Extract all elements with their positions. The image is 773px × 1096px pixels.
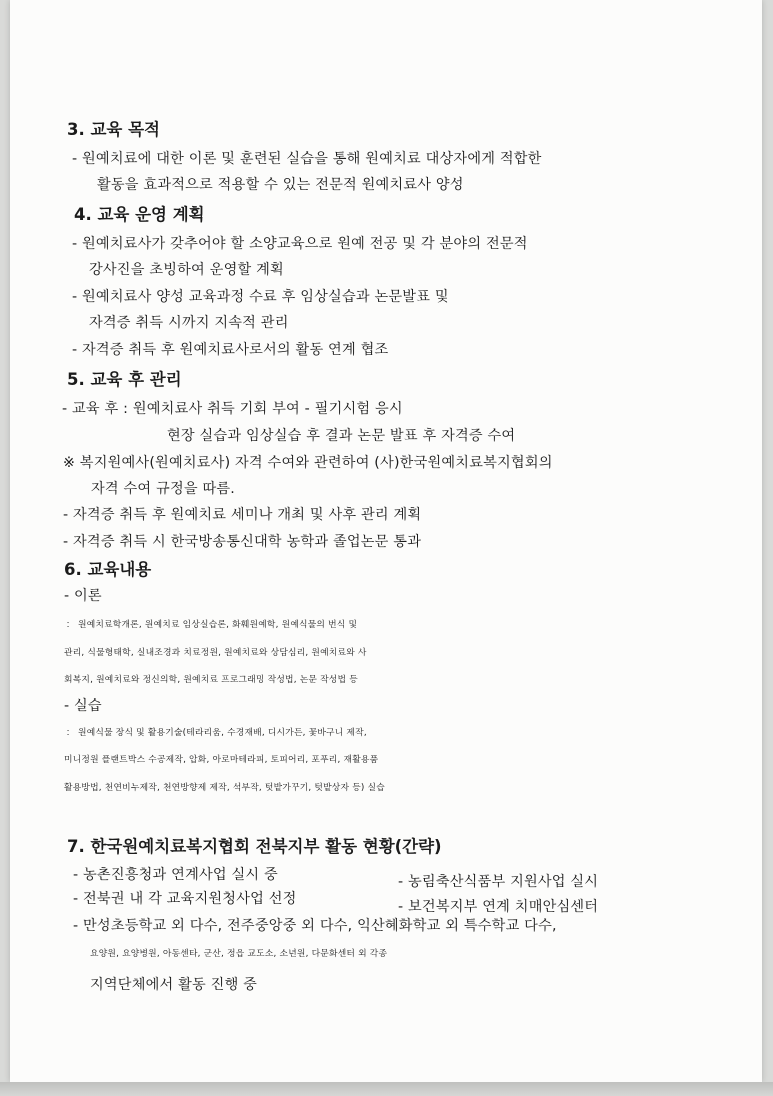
section-4-heading: 4. 교육 운영 계획 [74, 205, 205, 224]
section-4-line: - 원예치료사가 갖추어야 할 소양교육으로 원예 전공 및 각 분야의 전문적 [72, 236, 528, 252]
section-7-heading: 7. 한국원예치료복지협회 전북지부 활동 현황(간략) [67, 837, 442, 856]
section-5-line: - 교육 후 : 원예치료사 취득 기회 부여 - 필기시험 응시 [62, 401, 403, 417]
section-4-line: - 원예치료사 양성 교육과정 수료 후 임상실습과 논문발표 및 [72, 289, 449, 305]
page-bottom-edge [0, 1082, 773, 1096]
section-7-line: - 농촌진흥청과 연계사업 실시 중 [73, 867, 278, 883]
section-5-line: 현장 실습과 임상실습 후 결과 논문 발표 후 자격증 수여 [167, 428, 516, 444]
section-4-line: 자격증 취득 시까지 지속적 관리 [89, 315, 289, 331]
section-3-line: 활동을 효과적으로 적용할 수 있는 전문적 원예치료사 양성 [97, 177, 464, 193]
section-3-line: - 원예치료에 대한 이론 및 훈련된 실습을 통해 원예치료 대상자에게 적합한 [72, 151, 542, 167]
section-6-heading: 6. 교육내용 [64, 560, 152, 579]
section-7-line: - 전북권 내 각 교육지원청사업 선정 [73, 891, 297, 907]
section-7-line: - 보건복지부 연계 치매안심센터 [398, 899, 599, 915]
section-7-line: - 농림축산식품부 지원사업 실시 [398, 874, 599, 890]
section-6-line: - 이론 [64, 588, 102, 604]
section-3-heading: 3. 교육 목적 [67, 120, 160, 139]
section-5-line: - 자격증 취득 후 원예치료 세미나 개최 및 사후 관리 계획 [63, 507, 422, 523]
section-5-heading: 5. 교육 후 관리 [67, 370, 182, 389]
section-5-line: ※ 복지원예사(원예치료사) 자격 수여와 관련하여 (사)한국원예치료복지협회의 [63, 455, 553, 471]
section-6-line: - 실습 [64, 698, 102, 714]
section-4-line: 강사진을 초빙하여 운영할 계획 [89, 262, 284, 278]
section-4-line: - 자격증 취득 후 원예치료사로서의 활동 연계 협조 [72, 342, 389, 358]
section-5-line: 자격 수여 규정을 따름. [91, 481, 235, 497]
section-7-line: - 만성초등학교 외 다수, 전주중앙중 외 다수, 익산혜화학교 외 특수학교 다수, [73, 918, 557, 934]
section-7-line: 지역단체에서 활동 진행 중 [90, 977, 258, 993]
document-page: 3. 교육 목적 - 원예치료에 대한 이론 및 훈련된 실습을 통해 원예치료 대상자에게 적합한 활동을 효과적으로 적용할 수 있는 전문적 원예치료사 양성 4. 교육 운영 계획 - 원예치료사가 갖추어야 할 소양교육으로 원예 전공 및 각 분야의 전문적 강사진을 초빙하여 운영할 계획 - 원예치료사 양성 교육과정 수료 후 임상실습과 논문발표 및 자격증 취득 시까지 지속적 관리 - 자격증 취득 후 원예치료사로서의 활동 연계 협조 5. 교육 후 관리 - 교육 후 : 원예치료사 취득 기회 부여 - 필기시험 응시 현장 실습과 임상실습 후 결과 논문 발표 후 자격증 수여 ※ 복지원예사(원예치료사) 자격 수여와 관련하여 (사)한국원예치료복지협회의 자격 수여 규정을 따름. - 자격증 취득 후 원예치료 세미나 개최 및 사후 관리 계획 - 자격증 취득 시 한국방송통신대학 농학과 졸업논문 통과 6. 교육내용 - 이론 ： 원예치료학개론, 원예치료 임상실습론, 화훼원예학, 원예식물의 번식 및 관리, 식물형태학, 실내조경과 치료정원, 원예치료와 상담심리, 원예치료와 사 회복지, 원예치료와 정신의학, 원예치료 프로그래밍 작성법, 논문 작성법 등 - 실습 ： 원예식물 장식 및 활용기술(테라리움, 수경재배, 디시가든, 꽃바구니 제작, 미니정원 플랜트박스 수공제작, 압화, 아로마테라피, 토피어리, 포푸리, 재활용품 활용방법, 천연비누제작, 천연방향제 제작, 석부작, 텃밭가꾸기, 텃밭상자 등) 실습 7. 한국원예치료복지협회 전북지부 활동 현황(간략) - 농촌진흥청과 연계사업 실시 중 - 농림축산식품부 지원사업 실시 - 전북권 내 각 교육지원청사업 선정 - 보건복지부 연계 치매안심센터 - 만성초등학교 외 다수, 전주중앙중 외 다수, 익산혜화학교 외 특수학교 다수, 요양원, 요양병원, 아동센타, 군산, 정읍 교도소, 소년원, 다문화센터 외 각종 지역단체에서 활동 진행 중 [10, 0, 762, 1082]
section-5-line: - 자격증 취득 시 한국방송통신대학 농학과 졸업논문 통과 [63, 534, 422, 550]
